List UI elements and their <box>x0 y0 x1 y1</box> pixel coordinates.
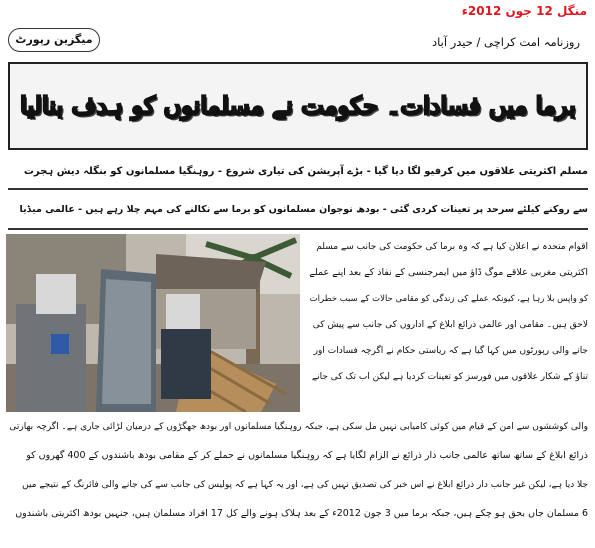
divider <box>8 228 588 230</box>
photo-illustration <box>6 234 300 412</box>
body-text-line: لاحق ہیں۔ مقامی اور عالمی ذرائع ابلاغ کے اداروں کی جانب سے پیش کی <box>312 320 588 330</box>
subheadline-line-1: مسلم اکثریتی علاقوں میں کرفیو لگا دیا گیا - بڑے آپریشن کی تیاری شروع - روہنگیا مسلمانوں کو بنگلہ دیش ہجرت <box>23 166 588 177</box>
body-text-line: کو واپس بلا رہا ہے، کیونکہ عملے کی زندگی کو مقامی حالات کے سبب خطرات <box>309 294 588 304</box>
divider <box>8 188 588 190</box>
body-text-line: تناؤ کے شکار علاقوں میں فورسز کو تعینات کردیا ہے لیکن اب تک کی جانے <box>311 372 588 382</box>
news-photo <box>6 234 300 412</box>
publication-date: منگل 12 جون 2012ء <box>461 4 587 18</box>
headline-banner <box>8 62 588 150</box>
body-text-line: والی کوششوں سے امن کے قیام میں کوئی کامیابی نہیں مل سکی ہے، جبکہ روہنگیا مسلمانوں اور بودھ جھگڑوں کے درمیان لڑائی جاری ہے۔ اگرچہ بھارتی <box>9 422 588 432</box>
body-text-line: اکثریتی مغربی علاقے موگ ڈاؤ میں ایمرجنسی کے نفاذ کے بعد اپنے عملے <box>309 267 588 278</box>
newspaper-source: روزنامہ امت کراچی / حیدر آباد <box>432 35 580 49</box>
body-text-line: 6 مسلمان جاں بحق ہو چکے ہیں، جبکہ برما میں 3 جون 2012ء کے بعد ہلاک ہونے والے کل 17 افراد مسلمان ہیں، جنہیں بودھ اکثریتی باشندوں <box>15 508 588 519</box>
body-text-line: جلا دیا ہے، لیکن غیر جانب دار ذرائع ابلاغ نے اس خبر کی تصدیق نہیں کی ہے، اور یہ کہا ہے کہ پولیس کی جانب سے کی جانے والی فائرنگ کے نتیجے میں <box>22 480 588 490</box>
subheadline-line-2: سے روکنے کیلئے سرحد پر تعینات کردی گئی - بودھ نوجوان مسلمانوں کو برما سے نکالنے کی مہم چلا رہے ہیں - عالمی میڈیا <box>19 204 588 215</box>
section-tag: میگزین رپورٹ <box>8 28 100 52</box>
body-text-line: اقوام متحدہ نے اعلان کیا ہے کہ وہ برما کی حکومت کی جانب سے مسلم <box>316 242 588 252</box>
body-text-line: جانے والی رپورٹوں میں کہا گیا ہے کہ ریاستی حکام نے اگرچہ فسادات اور <box>313 346 588 356</box>
body-text-line: ذرائع ابلاغ کے ساتھ ساتھ عالمی جانب دار ذرائع نے الزام لگایا ہے کہ روہنگیا مسلمانوں نے حملے کر کے مقامی بودھ باشندوں کے 400 گھروں کو <box>26 450 588 461</box>
headline: برما میں فسادات۔ حکومت نے مسلمانوں کو ہدف بنالیا <box>20 91 576 120</box>
